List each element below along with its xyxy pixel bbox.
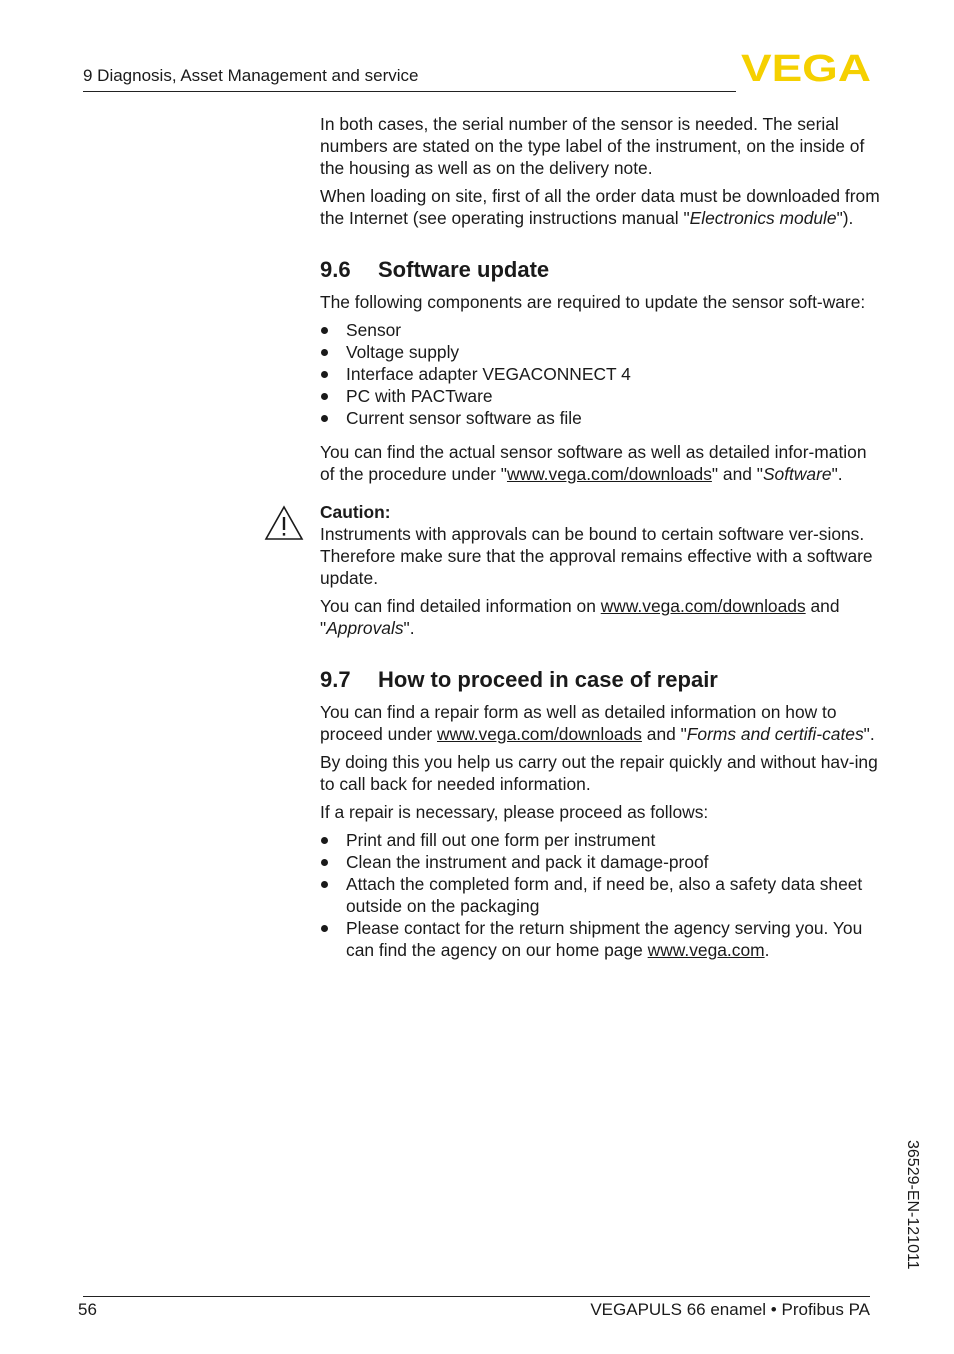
list-item: Please contact for the return shipment the agency serving you. You can find the agency on our home page www.vega.com. <box>320 917 880 961</box>
svg-text:VEGA: VEGA <box>741 50 871 84</box>
section-9-6-heading <box>320 257 880 283</box>
repair-paragraph-3: If a repair is necessary, please proceed as follows: <box>320 802 709 822</box>
section-title: Software update <box>378 257 550 282</box>
downloads-link[interactable]: www.vega.com/downloads <box>600 596 806 616</box>
list-item: Clean the instrument and pack it damage-proof <box>320 851 880 873</box>
footer-title: VEGAPULS 66 enamel • Profibus PA <box>590 1300 870 1319</box>
approvals-paragraph: You can find detailed information on www.vega.com/downloads and "Approvals". <box>320 596 840 638</box>
intro-paragraph-1: In both cases, the serial number of the sensor is needed. The serial numbers are stated on the type label of the instrument, on the inside of the housing as well as on the delivery note. <box>320 114 865 178</box>
list-item: PC with PACTware <box>320 385 880 407</box>
section-number: 9.7 <box>320 667 351 692</box>
intro-paragraph-2: When loading on site, first of all the order data must be downloaded from the Internet (see operating instructions manual "Electronics module"). <box>320 186 880 228</box>
repair-paragraph-1: You can find a repair form as well as detailed information on how to proceed under www.vega.com/downloads and "Forms and certifi-cates". <box>320 702 875 744</box>
page-number: 56 <box>78 1300 97 1319</box>
list-item: Sensor <box>320 319 880 341</box>
section-9-6-intro: The following components are required to update the sensor soft-ware: <box>320 292 866 312</box>
downloads-link[interactable]: www.vega.com/downloads <box>506 464 712 484</box>
warning-icon <box>264 505 304 541</box>
list-item: Attach the completed form and, if need be, also a safety data sheet outside on the packaging <box>320 873 880 917</box>
downloads-link[interactable]: www.vega.com/downloads <box>437 724 642 744</box>
caution-title: Caution: <box>320 502 391 522</box>
main-content <box>320 113 880 973</box>
section-title: How to proceed in case of repair <box>378 667 718 692</box>
caution-text: Instruments with approvals can be bound to certain software ver-sions. Therefore make sure that the approval remains effective with a software update. <box>320 524 873 588</box>
repair-paragraph-2: By doing this you help us carry out the repair quickly and without hav-ing to call back for needed information. <box>320 752 878 794</box>
repair-steps-list <box>320 829 880 961</box>
components-list <box>320 319 880 429</box>
caution-box <box>320 501 880 639</box>
header-title: 9 Diagnosis, Asset Management and service <box>83 66 419 85</box>
list-item: Interface adapter VEGACONNECT 4 <box>320 363 880 385</box>
vega-logo <box>741 50 873 84</box>
section-9-7-heading <box>320 667 880 693</box>
document-id: 36529-EN-121011 <box>904 1140 921 1270</box>
list-item: Voltage supply <box>320 341 880 363</box>
header-rule <box>83 91 736 92</box>
footer-rule <box>83 1296 870 1297</box>
list-item: Print and fill out one form per instrument <box>320 829 880 851</box>
section-number: 9.6 <box>320 257 351 282</box>
home-page-link[interactable]: www.vega.com <box>647 940 765 960</box>
list-item: Current sensor software as file <box>320 407 880 429</box>
software-paragraph: You can find the actual sensor software as well as detailed infor-mation of the procedure under "www.vega.com/downloads" and "Software". <box>320 442 867 484</box>
